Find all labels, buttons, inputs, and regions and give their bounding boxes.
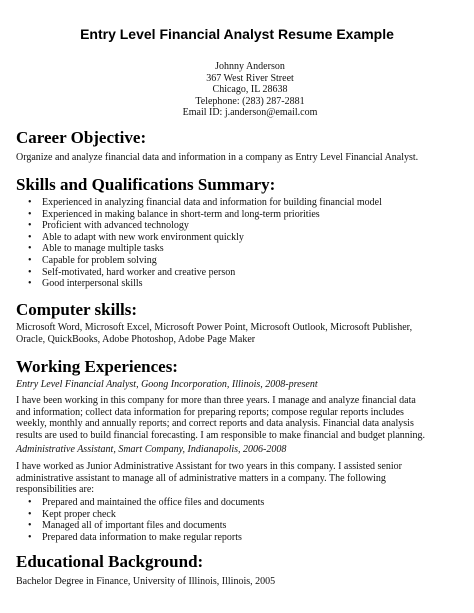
- job-description: [16, 395, 458, 441]
- responsibility-text: Kept proper check: [42, 508, 116, 520]
- responsibility-text: Prepared data information to make regular reports: [42, 531, 242, 543]
- education-line: Bachelor Degree in Finance, University of Illinois, Illinois, 2005: [16, 576, 276, 587]
- job-title: Entry Level Financial Analyst, Goong Incorporation, Illinois, 2008-present: [16, 379, 318, 390]
- skill-text: Self-motivated, hard worker and creative person: [42, 266, 236, 278]
- list-item: [16, 255, 382, 267]
- job-description: [16, 461, 458, 496]
- bullet-icon: •: [28, 208, 32, 220]
- bullet-icon: •: [28, 278, 32, 290]
- skill-text: Experienced in analyzing financial data and information for building financial model: [42, 197, 382, 208]
- contact-telephone: Telephone: (283) 287-2881: [195, 95, 305, 107]
- list-item: [16, 197, 382, 209]
- job-description-line: administrative assistant to manage all of administrative matters in a company. The following: [16, 472, 386, 484]
- computer-skills-text: [16, 322, 458, 345]
- list-item: [16, 520, 264, 532]
- working-experiences-heading: Working Experiences:: [16, 357, 178, 376]
- list-item: [16, 243, 382, 255]
- list-item: [16, 267, 382, 279]
- job-description-line: results are used to build financial forecasting. I am responsible to make financial and budget planning.: [16, 429, 426, 441]
- list-item: [16, 209, 382, 221]
- skills-list: [16, 197, 382, 290]
- computer-skills-heading: Computer skills:: [16, 300, 138, 319]
- contact-address: 367 West River Street: [206, 72, 294, 84]
- job-description-line: responsibilities are:: [16, 484, 95, 495]
- list-item: [16, 278, 382, 290]
- bullet-icon: •: [28, 266, 32, 278]
- document-title: Entry Level Financial Analyst Resume Example: [80, 26, 394, 42]
- list-item: [16, 220, 382, 232]
- skill-text: Able to manage multiple tasks: [42, 243, 164, 255]
- education-text: [16, 576, 458, 588]
- job-title: Administrative Assistant, Smart Company, Indianapolis, 2006-2008: [16, 444, 287, 455]
- list-item: [16, 509, 264, 521]
- skill-text: Good interpersonal skills: [42, 278, 143, 290]
- bullet-icon: •: [28, 254, 32, 266]
- skill-text: Experienced in making balance in short-term and long-term priorities: [42, 208, 320, 220]
- list-item: [16, 497, 264, 509]
- career-objective-line: Organize and analyze financial data and information in a company as Entry Level Financial Analyst.: [16, 152, 419, 163]
- bullet-icon: •: [28, 220, 32, 232]
- responsibility-text: Managed all of important files and documents: [42, 520, 227, 532]
- career-objective-text: [16, 152, 458, 164]
- education-heading: Educational Background:: [16, 552, 204, 571]
- computer-skills-line: Microsoft Word, Microsoft Excel, Microsoft Power Point, Microsoft Outlook, Microsoft Publisher,: [16, 322, 413, 333]
- skill-text: Able to adapt with new work environment quickly: [42, 231, 244, 243]
- skill-text: Capable for problem solving: [42, 254, 157, 266]
- skills-heading: Skills and Qualifications Summary:: [16, 175, 276, 194]
- bullet-icon: •: [28, 520, 32, 532]
- bullet-icon: •: [28, 531, 32, 543]
- job-description-line: weekly, monthly and annually reports; and correct reports and data analysis. Financial data analysis: [16, 418, 414, 429]
- job-description-line: I have been working in this company for more than three years. I manage and analyze financial data: [16, 395, 416, 406]
- skill-text: Proficient with advanced technology: [42, 220, 189, 232]
- responsibility-text: Prepared and maintained the office files and documents: [42, 497, 265, 508]
- contact-block: [150, 61, 350, 119]
- computer-skills-line: Oracle, QuickBooks, Adobe Photoshop, Adobe Page Maker: [16, 333, 256, 345]
- bullet-icon: •: [28, 508, 32, 520]
- bullet-icon: •: [28, 231, 32, 243]
- list-item: [16, 532, 264, 544]
- contact-city: Chicago, IL 28638: [212, 84, 288, 96]
- career-objective-heading: Career Objective:: [16, 128, 147, 147]
- bullet-icon: •: [28, 243, 32, 255]
- bullet-icon: •: [28, 197, 32, 208]
- job-description-line: I have worked as Junior Administrative Assistant for two years in this company. I assisted senior: [16, 461, 402, 472]
- contact-email: Email ID: j.anderson@email.com: [182, 107, 318, 119]
- responsibilities-list: [16, 497, 264, 543]
- contact-name: Johnny Anderson: [215, 61, 285, 72]
- list-item: [16, 232, 382, 244]
- bullet-icon: •: [28, 497, 32, 508]
- job-description-line: and information; collect data information for preparing reports; compose regular reports includes: [16, 406, 404, 418]
